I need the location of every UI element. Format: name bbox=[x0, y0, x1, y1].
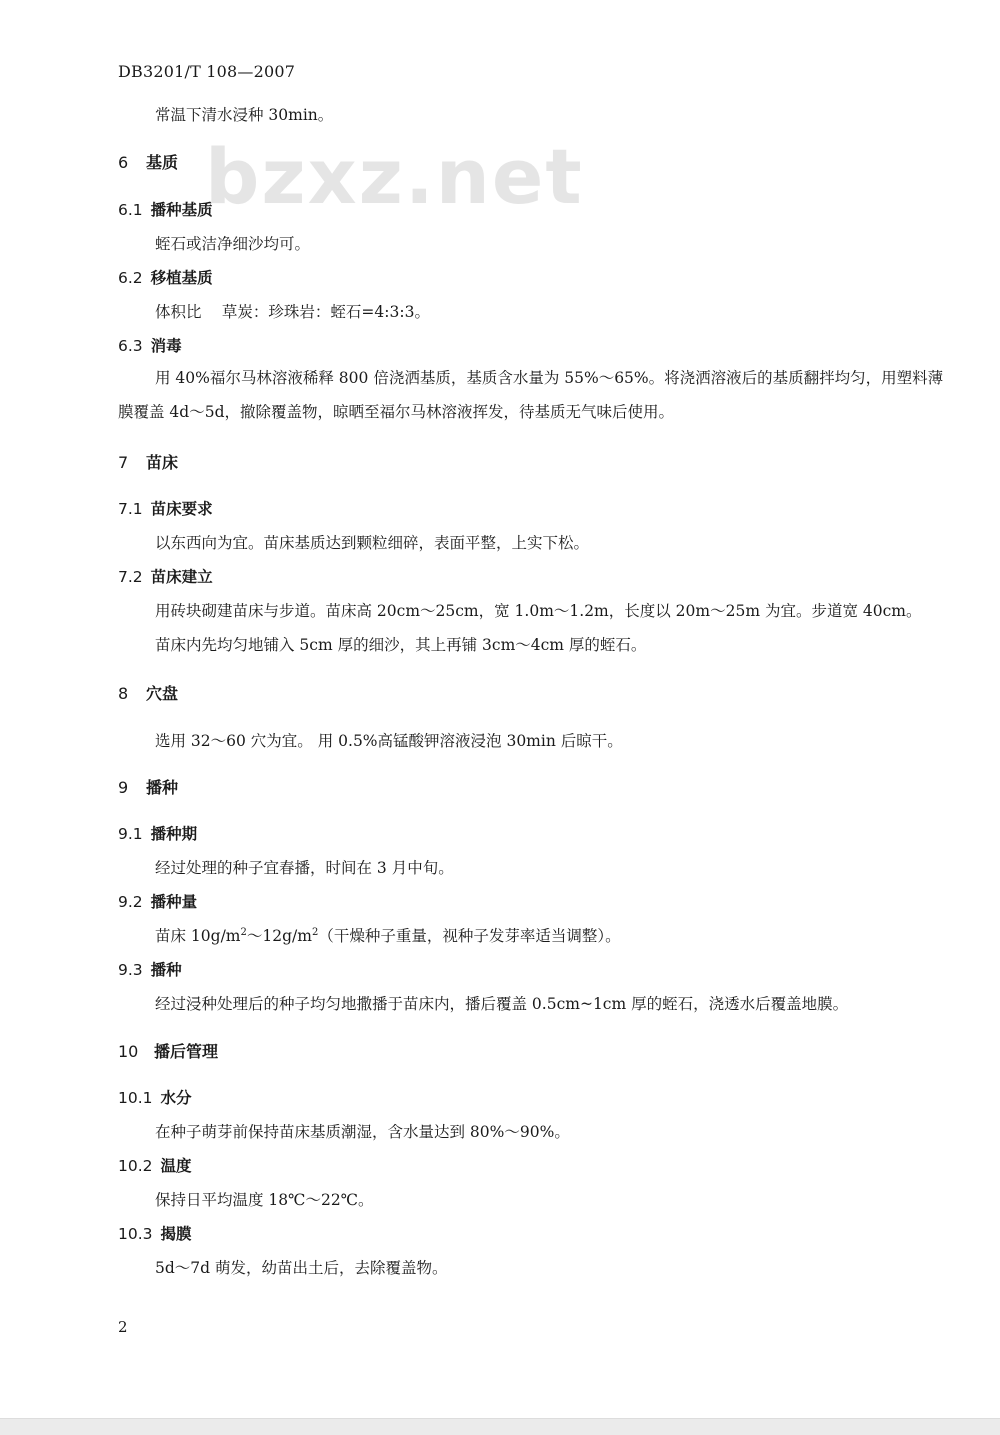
section-number: 9 bbox=[118, 778, 129, 797]
section-10-2-heading bbox=[118, 1154, 192, 1176]
section-title: 穴盘 bbox=[146, 684, 179, 703]
subsection-title: 消毒 bbox=[150, 337, 182, 355]
section-7-2-text-2: 苗床内先均匀地铺入 5cm 厚的细沙，其上再铺 3cm～4cm 厚的蛭石。 bbox=[155, 636, 647, 654]
subsection-title: 苗床要求 bbox=[150, 500, 213, 518]
section-title: 播后管理 bbox=[154, 1042, 219, 1061]
section-10-2-text: 保持日平均温度 18℃～22℃。 bbox=[155, 1191, 374, 1209]
section-6-1-text: 蛭石或洁净细沙均可。 bbox=[155, 235, 311, 253]
section-10-1-text: 在种子萌芽前保持苗床基质潮湿，含水量达到 80%～90%。 bbox=[155, 1123, 570, 1141]
section-number: 10 bbox=[118, 1042, 139, 1061]
section-9-2-text bbox=[155, 924, 621, 946]
section-7-1-text: 以东西向为宜。苗床基质达到颗粒细碎，表面平整，上实下松。 bbox=[155, 534, 590, 552]
section-number: 7 bbox=[118, 453, 129, 472]
section-9-3-heading bbox=[118, 958, 182, 980]
subsection-number: 9.2 bbox=[118, 893, 143, 911]
subsection-number: 9.1 bbox=[118, 825, 143, 843]
section-6-3-heading bbox=[118, 334, 182, 356]
subsection-title: 苗床建立 bbox=[150, 568, 213, 586]
page-number: 2 bbox=[118, 1318, 128, 1336]
section-6-2-heading bbox=[118, 266, 213, 288]
subsection-title: 揭膜 bbox=[160, 1225, 192, 1243]
section-7-heading bbox=[118, 450, 178, 473]
section-9-2-heading bbox=[118, 890, 197, 912]
watermark: bzxz.net bbox=[205, 132, 584, 221]
subsection-number: 6.3 bbox=[118, 337, 143, 355]
subsection-number: 10.3 bbox=[118, 1225, 153, 1243]
subsection-title: 播种 bbox=[150, 961, 182, 979]
seeding-rate-low: 苗床 10g/m bbox=[155, 927, 241, 945]
section-10-3-heading bbox=[118, 1222, 192, 1244]
seeding-rate-high: ～12g/m bbox=[246, 927, 312, 945]
subsection-title: 水分 bbox=[160, 1089, 192, 1107]
section-6-2-text: 体积比 草炭：珍珠岩：蛭石=4:3:3。 bbox=[155, 303, 430, 321]
subsection-title: 移植基质 bbox=[150, 269, 213, 287]
subsection-title: 播种量 bbox=[150, 893, 198, 911]
seeding-rate-note: （干燥种子重量，视种子发芽率适当调整）。 bbox=[318, 927, 621, 945]
subsection-number: 6.2 bbox=[118, 269, 143, 287]
section-9-heading bbox=[118, 775, 178, 798]
section-7-2-heading bbox=[118, 565, 213, 587]
subsection-number: 7.2 bbox=[118, 568, 143, 586]
section-5-tail-text: 常温下清水浸种 30min。 bbox=[155, 106, 334, 124]
section-title: 苗床 bbox=[146, 453, 179, 472]
subsection-number: 7.1 bbox=[118, 500, 143, 518]
section-10-1-heading bbox=[118, 1086, 192, 1108]
section-9-1-heading bbox=[118, 822, 197, 844]
section-6-heading bbox=[118, 150, 178, 173]
section-7-2-text-1: 用砖块砌建苗床与步道。苗床高 20cm～25cm，宽 1.0m～1.2m，长度以 20m～25m 为宜。步道宽 40cm。 bbox=[155, 602, 922, 620]
viewer-bottom-bar bbox=[0, 1418, 1000, 1435]
subsection-number: 10.1 bbox=[118, 1089, 153, 1107]
subsection-title: 播种期 bbox=[150, 825, 198, 843]
section-6-3-text: 用 40%福尔马林溶液稀释 800 倍浇洒基质，基质含水量为 55%～65%。将浇洒溶液后的基质翻拌均匀，用塑料薄膜覆盖 4d～5d，撤除覆盖物，晾晒至福尔马林溶液挥发，待基质无气味后使用。 bbox=[118, 369, 944, 421]
section-title: 基质 bbox=[146, 153, 179, 172]
subsection-number: 6.1 bbox=[118, 201, 143, 219]
section-9-3-text: 经过浸种处理后的种子均匀地撒播于苗床内，播后覆盖 0.5cm~1cm 厚的蛭石，浇透水后覆盖地膜。 bbox=[155, 995, 849, 1013]
superscript: 2 bbox=[311, 926, 319, 938]
section-8-text: 选用 32～60 穴为宜。 用 0.5%高锰酸钾溶液浸泡 30min 后晾干。 bbox=[155, 732, 623, 750]
superscript: 2 bbox=[240, 926, 247, 938]
subsection-title: 播种基质 bbox=[150, 201, 213, 219]
section-10-3-text: 5d～7d 萌发，幼苗出土后，去除覆盖物。 bbox=[155, 1259, 448, 1277]
document-code: DB3201/T 108—2007 bbox=[118, 62, 296, 81]
section-number: 8 bbox=[118, 684, 129, 703]
subsection-number: 9.3 bbox=[118, 961, 143, 979]
section-10-heading bbox=[118, 1039, 218, 1062]
section-9-1-text: 经过处理的种子宜春播，时间在 3 月中旬。 bbox=[155, 859, 454, 877]
subsection-title: 温度 bbox=[160, 1157, 192, 1175]
section-6-1-heading bbox=[118, 198, 213, 220]
subsection-number: 10.2 bbox=[118, 1157, 153, 1175]
section-8-heading bbox=[118, 681, 178, 704]
section-7-1-heading bbox=[118, 497, 213, 519]
section-number: 6 bbox=[118, 153, 129, 172]
section-title: 播种 bbox=[146, 778, 179, 797]
